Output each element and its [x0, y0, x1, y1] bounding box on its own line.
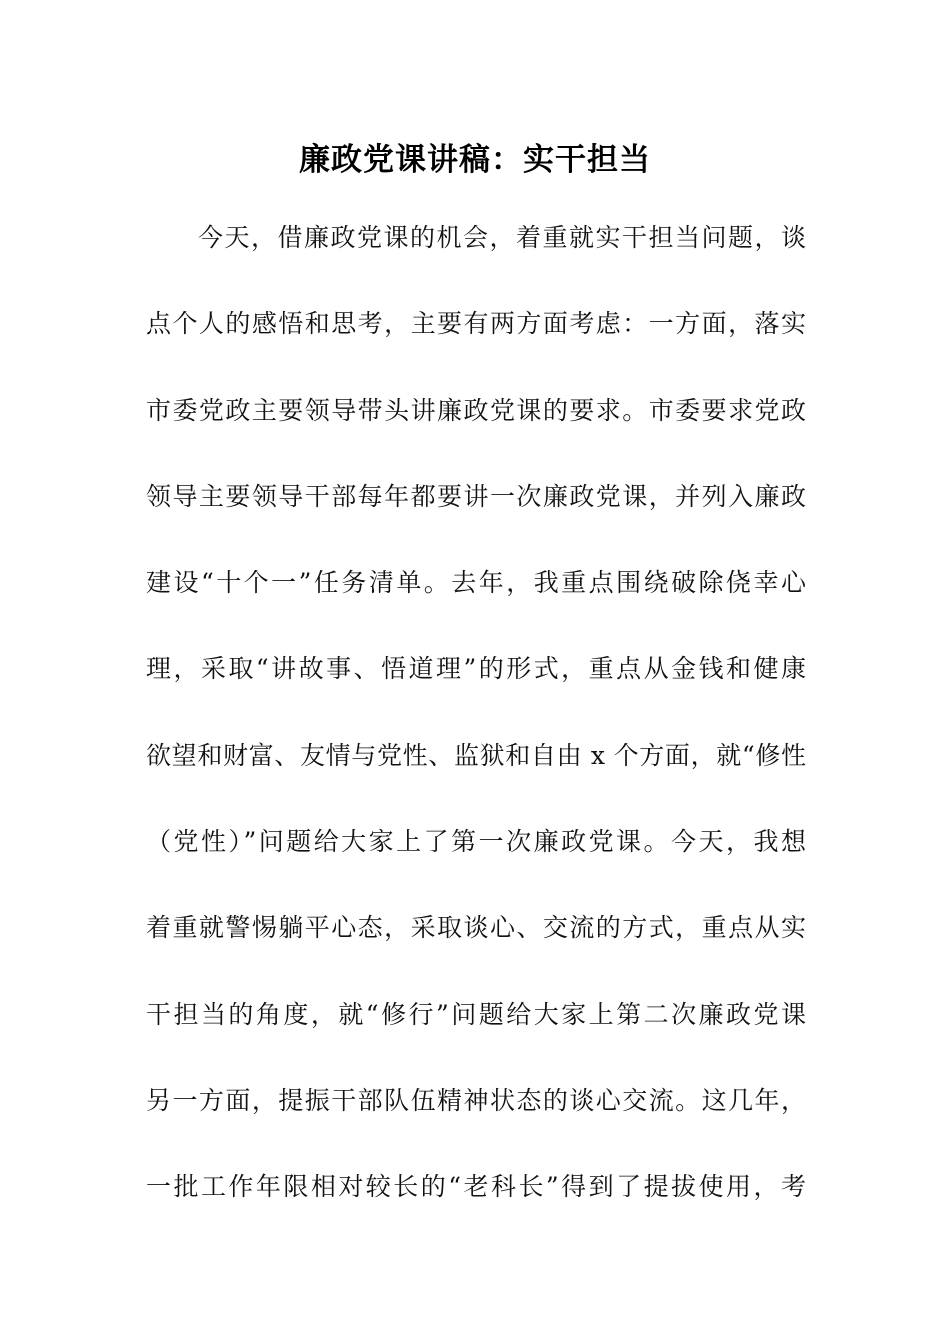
body-line: 另一方面，提振干部队伍精神状态的谈心交流。这几年， — [146, 1085, 806, 1115]
body-line: 领导主要领导干部每年都要讲一次廉政党课，并列入廉政 — [146, 481, 806, 511]
body-line: 着重就警惕躺平心态，采取谈心、交流的方式，重点从实 — [146, 913, 806, 943]
body-line: 今天，借廉政党课的机会，着重就实干担当问题，谈 — [198, 223, 806, 252]
body-line: 点个人的感悟和思考，主要有两方面考虑：一方面，落实 — [146, 309, 806, 339]
body-line: 理，采取“讲故事、悟道理”的形式，重点从金钱和健康 — [146, 654, 806, 684]
body-line: 欲望和财富、友情与党性、监狱和自由 x 个方面，就“修性 — [146, 740, 806, 770]
body-line: （党性）”问题给大家上了第一次廉政党课。今天，我想 — [146, 827, 806, 857]
document-body — [146, 216, 806, 1252]
body-line: 市委党政主要领导带头讲廉政党课的要求。市委要求党政 — [146, 395, 806, 425]
body-line: 建设“十个一”任务清单。去年，我重点围绕破除侥幸心 — [146, 568, 806, 598]
body-line: 一批工作年限相对较长的“老科长”得到了提拔使用，考 — [146, 1172, 806, 1202]
body-line: 干担当的角度，就“修行”问题给大家上第二次廉政党课 — [146, 999, 806, 1029]
document-title: 廉政党课讲稿：实干担当 — [299, 142, 651, 178]
